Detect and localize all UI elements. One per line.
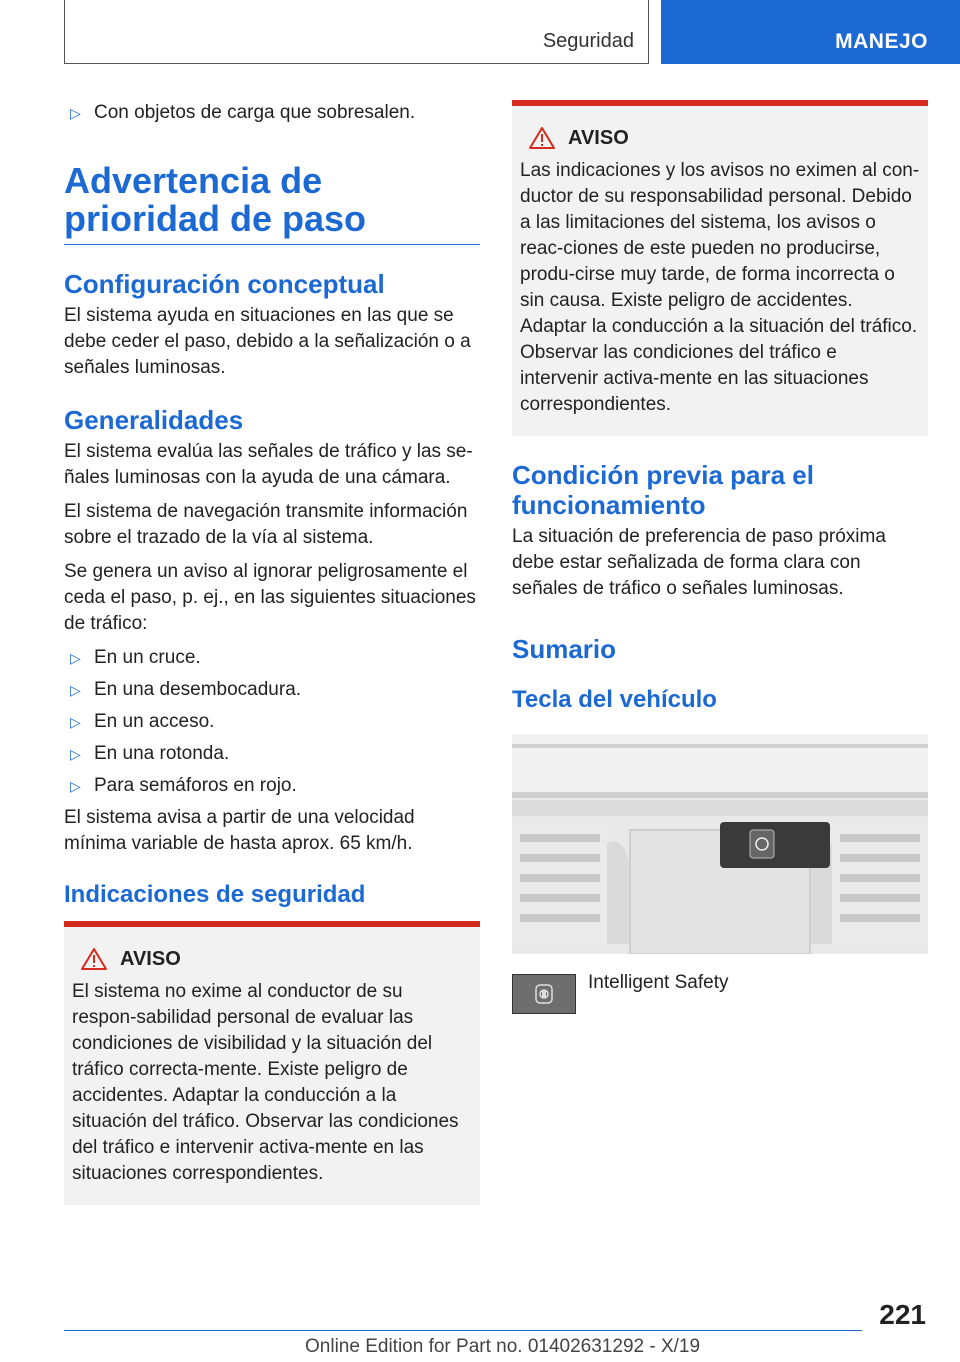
warning-title: AVISO xyxy=(120,947,181,970)
section-heading-general: Generalidades xyxy=(64,405,244,435)
concept-text: El sistema ayuda en situaciones en las que se debe ceder el paso, debido a la señalización o a señales luminosas. xyxy=(64,305,471,378)
left-column xyxy=(64,100,480,1205)
list-item-text: Con objetos de carga que sobresalen. xyxy=(94,102,416,123)
right-column xyxy=(512,100,928,1014)
chapter-tab-label: MANEJO xyxy=(835,30,928,53)
triangle-bullet-icon: ▷ xyxy=(70,650,81,666)
general-text-1: El sistema evalúa las señales de tráfico y las se-ñales luminosas con la ayuda de una cámara. xyxy=(64,441,473,488)
car-shield-icon xyxy=(533,983,555,1005)
warning-text: El sistema no exime al conductor de su respon-sabilidad personal de evaluar las condiciones de visibilidad y la situación del tráfico correcta-mente. Existe peligro de accidentes. Adaptar la conducción a la situación del tráfico. Observar las condiciones del tráfico e intervenir activa-mente en las situaciones correspondientes. xyxy=(72,981,459,1184)
footer-edition: Online Edition for Part no. 01402631292 - X/19 xyxy=(305,1336,701,1357)
page-number: 221 xyxy=(879,1299,926,1330)
list-item xyxy=(64,645,480,671)
warning-title: AVISO xyxy=(568,126,629,149)
section-heading-concept: Configuración conceptual xyxy=(64,269,385,299)
warning-header xyxy=(528,126,920,150)
precondition-text: La situación de preferencia de paso próxima debe estar señalizada de forma clara con señales de tráfico o señales luminosas. xyxy=(512,526,886,599)
general-text-4: El sistema avisa a partir de una velocidad mínima variable de hasta aprox. 65 km/h. xyxy=(64,807,415,854)
list-item-text: Para semáforos en rojo. xyxy=(94,775,297,796)
warning-box xyxy=(64,921,480,1205)
header-section-box xyxy=(64,0,649,64)
section-heading-safety: Indicaciones de seguridad xyxy=(64,881,366,908)
list-item xyxy=(64,100,480,126)
list-item xyxy=(64,677,480,703)
header-section-title: Seguridad xyxy=(542,30,634,52)
list-item-text: En una rotonda. xyxy=(94,743,230,764)
triangle-bullet-icon: ▷ xyxy=(70,105,81,121)
warning-triangle-icon xyxy=(528,126,556,150)
warning-header xyxy=(80,947,472,971)
subsection-heading-key: Tecla del vehículo xyxy=(512,686,717,713)
button-legend xyxy=(512,974,928,1014)
triangle-bullet-icon: ▷ xyxy=(70,778,81,794)
triangle-bullet-icon: ▷ xyxy=(70,714,81,730)
warning-triangle-icon xyxy=(80,947,108,971)
button-label: Intelligent Safety xyxy=(588,972,729,993)
warning-text: Las indicaciones y los avisos no eximen al con-ductor de su responsabilidad personal. Debido a las limitaciones del sistema, los avisos o reac-ciones de este pueden no producirse, produ-cirse muy tarde, de forma incorrecta o sin causa. Existe peligro de accidentes. Adaptar la conducción a la situación del tráfico. Observar las condiciones del tráfico e intervenir activa-mente en las situaciones correspondientes. xyxy=(520,160,920,415)
list-item-text: En un acceso. xyxy=(94,711,215,732)
list-item-text: En un cruce. xyxy=(94,647,201,668)
intelligent-safety-button-icon[interactable] xyxy=(512,974,576,1014)
chapter-tab[interactable] xyxy=(661,0,960,64)
list-item xyxy=(64,741,480,767)
general-text-2: El sistema de navegación transmite información sobre el trazado de la vía al sistema. xyxy=(64,501,468,548)
section-heading-summary: Sumario xyxy=(512,634,617,664)
triangle-bullet-icon: ▷ xyxy=(70,682,81,698)
warning-box xyxy=(512,100,928,436)
list-item xyxy=(64,773,480,799)
footer-divider xyxy=(64,1330,862,1331)
section-heading-precondition: Condición previa para el funcionamiento xyxy=(512,460,814,520)
general-text-3: Se genera un aviso al ignorar peligrosamente el ceda el paso, p. ej., en las siguientes situaciones de tráfico: xyxy=(64,561,476,634)
triangle-bullet-icon: ▷ xyxy=(70,746,81,762)
page-title: Advertencia de prioridad de paso xyxy=(64,162,480,245)
vehicle-button-photo xyxy=(512,734,928,954)
list-item-text: En una desembocadura. xyxy=(94,679,302,700)
list-item xyxy=(64,709,480,735)
